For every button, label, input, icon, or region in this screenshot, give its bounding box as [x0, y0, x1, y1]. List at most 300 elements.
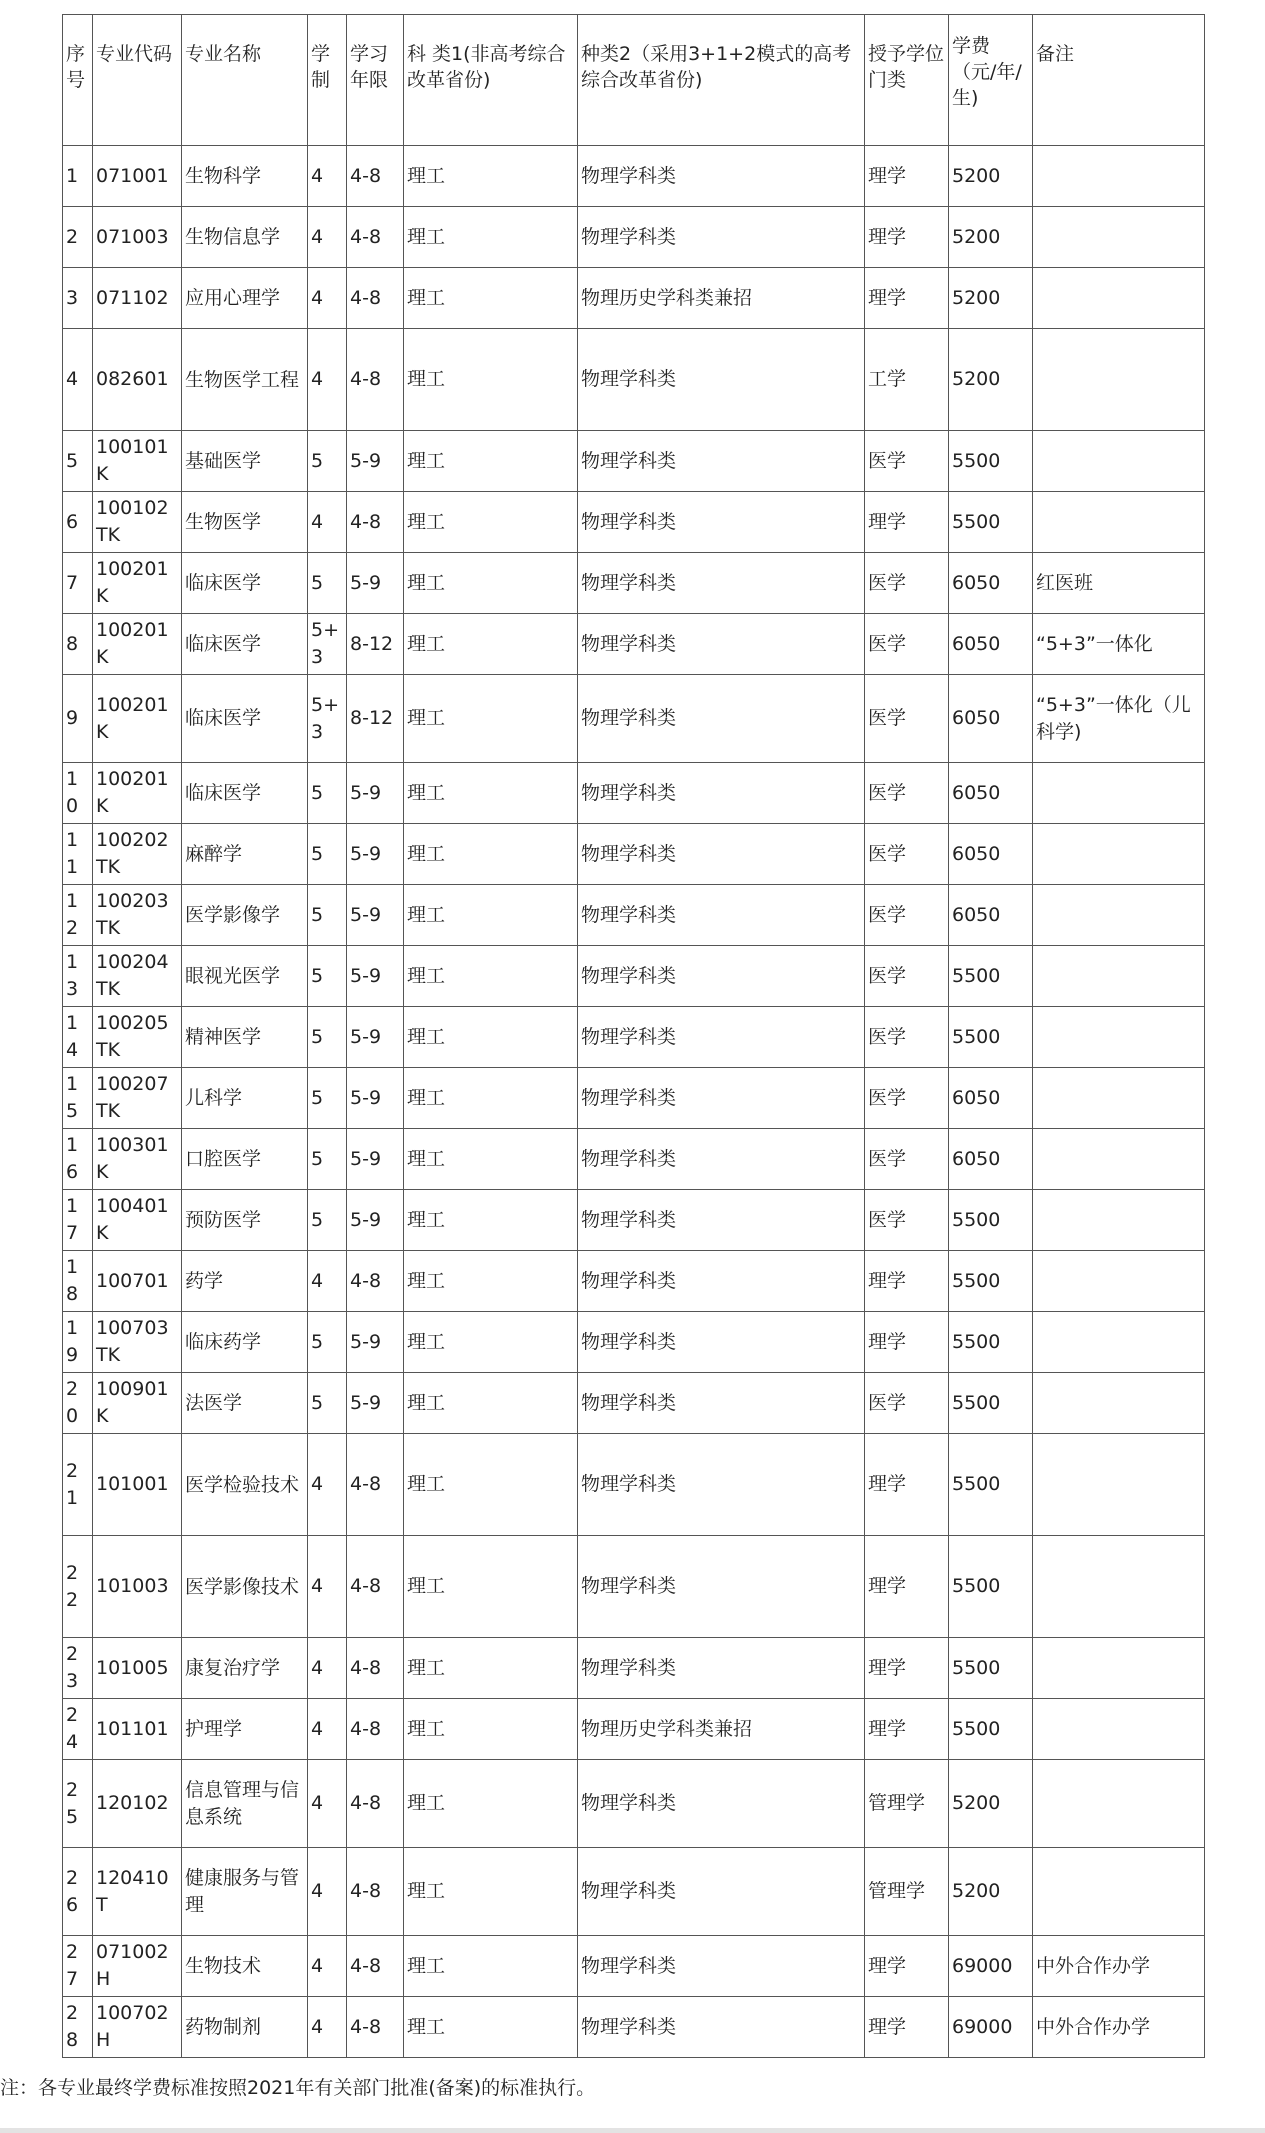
cell-index: 21 — [63, 1434, 93, 1536]
cell-index: 22 — [63, 1536, 93, 1638]
cell-cat1: 理工 — [404, 492, 578, 553]
cell-system: 5 — [308, 1312, 347, 1373]
cell-code: 100201K — [93, 553, 182, 614]
cell-remark: “5+3”一体化 — [1033, 614, 1205, 675]
cell-remark — [1033, 1760, 1205, 1848]
cell-years: 8-12 — [347, 614, 404, 675]
cell-remark — [1033, 146, 1205, 207]
cell-years: 4-8 — [347, 329, 404, 431]
cell-index: 3 — [63, 268, 93, 329]
cell-years: 5-9 — [347, 553, 404, 614]
table-row — [63, 431, 1205, 492]
cell-degree: 理学 — [865, 146, 949, 207]
table-row — [63, 1251, 1205, 1312]
cell-name: 临床医学 — [182, 614, 308, 675]
cell-fee: 5200 — [949, 1760, 1033, 1848]
cell-cat2: 物理学科类 — [578, 146, 865, 207]
cell-remark: 中外合作办学 — [1033, 1997, 1205, 2058]
cell-degree: 医学 — [865, 1373, 949, 1434]
table-row — [63, 1373, 1205, 1434]
cell-code: 101101 — [93, 1699, 182, 1760]
cell-code: 100102TK — [93, 492, 182, 553]
cell-index: 10 — [63, 763, 93, 824]
cell-remark — [1033, 1373, 1205, 1434]
cell-remark — [1033, 1638, 1205, 1699]
cell-remark — [1033, 1068, 1205, 1129]
table-row — [63, 885, 1205, 946]
cell-system: 4 — [308, 268, 347, 329]
cell-cat2: 物理学科类 — [578, 1997, 865, 2058]
header-name: 专业名称 — [182, 15, 308, 146]
cell-cat1: 理工 — [404, 329, 578, 431]
table-row — [63, 1007, 1205, 1068]
cell-index: 28 — [63, 1997, 93, 2058]
cell-system: 5 — [308, 553, 347, 614]
cell-name: 应用心理学 — [182, 268, 308, 329]
cell-code: 100201K — [93, 763, 182, 824]
cell-degree: 理学 — [865, 1434, 949, 1536]
cell-code: 100301K — [93, 1129, 182, 1190]
cell-cat2: 物理学科类 — [578, 1007, 865, 1068]
cell-degree: 医学 — [865, 1068, 949, 1129]
cell-code: 100203TK — [93, 885, 182, 946]
header-remark: 备注 — [1033, 15, 1205, 146]
cell-index: 15 — [63, 1068, 93, 1129]
cell-name: 药学 — [182, 1251, 308, 1312]
header-cat2: 种类2（采用3+1+2模式的高考综合改革省份) — [578, 15, 865, 146]
cell-system: 4 — [308, 1760, 347, 1848]
header-degree: 授予学位门类 — [865, 15, 949, 146]
cell-index: 23 — [63, 1638, 93, 1699]
cell-remark: “5+3”一体化（儿科学) — [1033, 675, 1205, 763]
cell-name: 临床医学 — [182, 675, 308, 763]
cell-cat1: 理工 — [404, 146, 578, 207]
cell-name: 口腔医学 — [182, 1129, 308, 1190]
table-row — [63, 1936, 1205, 1997]
cell-cat1: 理工 — [404, 1936, 578, 1997]
cell-system: 5 — [308, 1068, 347, 1129]
table-row — [63, 268, 1205, 329]
cell-cat2: 物理学科类 — [578, 553, 865, 614]
cell-code: 100701 — [93, 1251, 182, 1312]
cell-remark — [1033, 207, 1205, 268]
cell-system: 5 — [308, 885, 347, 946]
cell-remark — [1033, 1007, 1205, 1068]
table-row — [63, 207, 1205, 268]
cell-index: 20 — [63, 1373, 93, 1434]
cell-index: 4 — [63, 329, 93, 431]
header-fee: 学费（元/年/生) — [949, 15, 1033, 146]
cell-name: 医学影像技术 — [182, 1536, 308, 1638]
cell-index: 14 — [63, 1007, 93, 1068]
cell-degree: 理学 — [865, 1312, 949, 1373]
table-row — [63, 553, 1205, 614]
cell-years: 5-9 — [347, 1129, 404, 1190]
cell-index: 19 — [63, 1312, 93, 1373]
cell-degree: 理学 — [865, 268, 949, 329]
cell-code: 100101K — [93, 431, 182, 492]
cell-cat2: 物理学科类 — [578, 763, 865, 824]
table-row — [63, 946, 1205, 1007]
cell-name: 法医学 — [182, 1373, 308, 1434]
cell-cat2: 物理学科类 — [578, 1638, 865, 1699]
cell-cat2: 物理学科类 — [578, 946, 865, 1007]
cell-years: 4-8 — [347, 1434, 404, 1536]
cell-system: 5 — [308, 1373, 347, 1434]
cell-remark — [1033, 1699, 1205, 1760]
cell-cat1: 理工 — [404, 1699, 578, 1760]
cell-fee: 5500 — [949, 1190, 1033, 1251]
cell-years: 4-8 — [347, 1699, 404, 1760]
cell-cat2: 物理学科类 — [578, 207, 865, 268]
cell-code: 100201K — [93, 614, 182, 675]
cell-index: 1 — [63, 146, 93, 207]
cell-fee: 5500 — [949, 1312, 1033, 1373]
cell-code: 100207TK — [93, 1068, 182, 1129]
cell-remark — [1033, 268, 1205, 329]
cell-remark — [1033, 1251, 1205, 1312]
cell-system: 4 — [308, 329, 347, 431]
cell-cat1: 理工 — [404, 763, 578, 824]
table-row — [63, 614, 1205, 675]
cell-cat1: 理工 — [404, 1129, 578, 1190]
cell-cat2: 物理学科类 — [578, 1129, 865, 1190]
cell-cat2: 物理学科类 — [578, 492, 865, 553]
cell-degree: 医学 — [865, 1129, 949, 1190]
cell-name: 预防医学 — [182, 1190, 308, 1251]
cell-code: 100702H — [93, 1997, 182, 2058]
cell-degree: 理学 — [865, 1536, 949, 1638]
cell-index: 27 — [63, 1936, 93, 1997]
cell-cat1: 理工 — [404, 1373, 578, 1434]
cell-code: 101005 — [93, 1638, 182, 1699]
page-bottom-divider — [0, 2128, 1265, 2133]
cell-remark — [1033, 1536, 1205, 1638]
cell-name: 护理学 — [182, 1699, 308, 1760]
cell-cat2: 物理学科类 — [578, 1434, 865, 1536]
cell-degree: 医学 — [865, 1190, 949, 1251]
cell-degree: 理学 — [865, 1997, 949, 2058]
cell-system: 5 — [308, 431, 347, 492]
cell-years: 5-9 — [347, 1007, 404, 1068]
table-row — [63, 675, 1205, 763]
cell-code: 100901K — [93, 1373, 182, 1434]
cell-name: 康复治疗学 — [182, 1638, 308, 1699]
cell-name: 生物科学 — [182, 146, 308, 207]
cell-fee: 5500 — [949, 1251, 1033, 1312]
cell-fee: 5200 — [949, 268, 1033, 329]
cell-cat1: 理工 — [404, 1251, 578, 1312]
cell-cat1: 理工 — [404, 885, 578, 946]
table-row — [63, 492, 1205, 553]
cell-cat1: 理工 — [404, 553, 578, 614]
cell-code: 101003 — [93, 1536, 182, 1638]
cell-code: 101001 — [93, 1434, 182, 1536]
table-row — [63, 1997, 1205, 2058]
cell-remark — [1033, 1190, 1205, 1251]
cell-degree: 医学 — [865, 763, 949, 824]
table-row — [63, 1536, 1205, 1638]
cell-cat2: 物理学科类 — [578, 1936, 865, 1997]
cell-name: 医学影像学 — [182, 885, 308, 946]
cell-cat1: 理工 — [404, 1760, 578, 1848]
header-cat1: 科 类1(非高考综合改革省份) — [404, 15, 578, 146]
cell-system: 4 — [308, 1536, 347, 1638]
cell-remark — [1033, 763, 1205, 824]
cell-system: 4 — [308, 1251, 347, 1312]
cell-fee: 5500 — [949, 946, 1033, 1007]
cell-name: 信息管理与信息系统 — [182, 1760, 308, 1848]
cell-cat1: 理工 — [404, 1434, 578, 1536]
cell-code: 100703TK — [93, 1312, 182, 1373]
cell-years: 4-8 — [347, 1848, 404, 1936]
cell-cat2: 物理学科类 — [578, 1848, 865, 1936]
cell-system: 4 — [308, 1997, 347, 2058]
cell-cat1: 理工 — [404, 207, 578, 268]
table-row — [63, 146, 1205, 207]
cell-fee: 5200 — [949, 207, 1033, 268]
cell-years: 4-8 — [347, 1536, 404, 1638]
cell-cat2: 物理学科类 — [578, 885, 865, 946]
cell-system: 4 — [308, 492, 347, 553]
cell-index: 5 — [63, 431, 93, 492]
cell-fee: 6050 — [949, 614, 1033, 675]
cell-system: 4 — [308, 1848, 347, 1936]
cell-code: 071102 — [93, 268, 182, 329]
cell-code: 071001 — [93, 146, 182, 207]
cell-cat1: 理工 — [404, 1638, 578, 1699]
cell-system: 4 — [308, 1638, 347, 1699]
cell-cat2: 物理学科类 — [578, 614, 865, 675]
cell-code: 071003 — [93, 207, 182, 268]
cell-degree: 理学 — [865, 492, 949, 553]
table-header-row — [63, 15, 1205, 146]
cell-cat1: 理工 — [404, 1848, 578, 1936]
cell-years: 5-9 — [347, 946, 404, 1007]
cell-degree: 管理学 — [865, 1760, 949, 1848]
cell-name: 精神医学 — [182, 1007, 308, 1068]
table-row — [63, 763, 1205, 824]
cell-index: 6 — [63, 492, 93, 553]
cell-cat1: 理工 — [404, 946, 578, 1007]
cell-fee: 5200 — [949, 146, 1033, 207]
cell-cat2: 物理学科类 — [578, 824, 865, 885]
cell-name: 生物医学工程 — [182, 329, 308, 431]
cell-degree: 医学 — [865, 824, 949, 885]
cell-index: 24 — [63, 1699, 93, 1760]
cell-remark — [1033, 1848, 1205, 1936]
cell-degree: 理学 — [865, 1638, 949, 1699]
cell-fee: 5500 — [949, 492, 1033, 553]
cell-name: 儿科学 — [182, 1068, 308, 1129]
cell-years: 4-8 — [347, 1997, 404, 2058]
cell-index: 11 — [63, 824, 93, 885]
header-code: 专业代码 — [93, 15, 182, 146]
cell-years: 4-8 — [347, 1638, 404, 1699]
cell-remark — [1033, 1312, 1205, 1373]
cell-name: 生物信息学 — [182, 207, 308, 268]
cell-system: 4 — [308, 207, 347, 268]
cell-system: 5+3 — [308, 614, 347, 675]
cell-degree: 理学 — [865, 1251, 949, 1312]
cell-years: 5-9 — [347, 1068, 404, 1129]
cell-fee: 69000 — [949, 1997, 1033, 2058]
cell-code: 100204TK — [93, 946, 182, 1007]
cell-system: 5 — [308, 946, 347, 1007]
cell-code: 100401K — [93, 1190, 182, 1251]
cell-years: 4-8 — [347, 146, 404, 207]
table-row — [63, 1638, 1205, 1699]
table-row — [63, 1068, 1205, 1129]
cell-cat2: 物理历史学科类兼招 — [578, 1699, 865, 1760]
cell-cat1: 理工 — [404, 1997, 578, 2058]
cell-index: 9 — [63, 675, 93, 763]
cell-system: 4 — [308, 1434, 347, 1536]
cell-fee: 6050 — [949, 1129, 1033, 1190]
cell-name: 眼视光医学 — [182, 946, 308, 1007]
cell-cat1: 理工 — [404, 431, 578, 492]
cell-fee: 6050 — [949, 763, 1033, 824]
cell-remark — [1033, 946, 1205, 1007]
cell-code: 120102 — [93, 1760, 182, 1848]
cell-system: 5+3 — [308, 675, 347, 763]
cell-cat1: 理工 — [404, 1536, 578, 1638]
cell-years: 4-8 — [347, 1936, 404, 1997]
cell-fee: 5500 — [949, 1536, 1033, 1638]
cell-index: 25 — [63, 1760, 93, 1848]
cell-degree: 医学 — [865, 885, 949, 946]
cell-fee: 5500 — [949, 1007, 1033, 1068]
cell-system: 5 — [308, 824, 347, 885]
cell-degree: 医学 — [865, 946, 949, 1007]
cell-name: 健康服务与管理 — [182, 1848, 308, 1936]
cell-index: 7 — [63, 553, 93, 614]
cell-fee: 5200 — [949, 1848, 1033, 1936]
cell-fee: 5500 — [949, 1699, 1033, 1760]
cell-name: 临床医学 — [182, 553, 308, 614]
cell-degree: 理学 — [865, 1936, 949, 1997]
cell-degree: 医学 — [865, 1007, 949, 1068]
cell-cat2: 物理学科类 — [578, 1312, 865, 1373]
cell-name: 医学检验技术 — [182, 1434, 308, 1536]
cell-system: 5 — [308, 1190, 347, 1251]
cell-cat2: 物理学科类 — [578, 1068, 865, 1129]
cell-years: 4-8 — [347, 492, 404, 553]
header-index: 序号 — [63, 15, 93, 146]
cell-cat1: 理工 — [404, 1068, 578, 1129]
cell-system: 5 — [308, 763, 347, 824]
cell-years: 5-9 — [347, 1312, 404, 1373]
table-row — [63, 1699, 1205, 1760]
cell-cat2: 物理学科类 — [578, 1536, 865, 1638]
cell-cat1: 理工 — [404, 268, 578, 329]
header-system: 学制 — [308, 15, 347, 146]
cell-remark: 中外合作办学 — [1033, 1936, 1205, 1997]
cell-system: 4 — [308, 1936, 347, 1997]
cell-cat1: 理工 — [404, 1312, 578, 1373]
cell-code: 100202TK — [93, 824, 182, 885]
cell-index: 26 — [63, 1848, 93, 1936]
majors-table — [62, 14, 1205, 2058]
cell-name: 临床药学 — [182, 1312, 308, 1373]
cell-years: 8-12 — [347, 675, 404, 763]
cell-cat2: 物理学科类 — [578, 1251, 865, 1312]
cell-index: 13 — [63, 946, 93, 1007]
cell-fee: 6050 — [949, 1068, 1033, 1129]
cell-index: 8 — [63, 614, 93, 675]
cell-cat1: 理工 — [404, 824, 578, 885]
cell-cat2: 物理历史学科类兼招 — [578, 268, 865, 329]
cell-fee: 5500 — [949, 1638, 1033, 1699]
cell-fee: 69000 — [949, 1936, 1033, 1997]
table-row — [63, 329, 1205, 431]
cell-cat1: 理工 — [404, 675, 578, 763]
cell-system: 5 — [308, 1007, 347, 1068]
cell-cat2: 物理学科类 — [578, 1760, 865, 1848]
cell-system: 4 — [308, 146, 347, 207]
cell-cat1: 理工 — [404, 1007, 578, 1068]
cell-fee: 6050 — [949, 885, 1033, 946]
table-row — [63, 1190, 1205, 1251]
table-body — [63, 15, 1205, 2058]
table-row — [63, 824, 1205, 885]
cell-remark — [1033, 431, 1205, 492]
cell-fee: 5200 — [949, 329, 1033, 431]
cell-remark — [1033, 329, 1205, 431]
cell-code: 082601 — [93, 329, 182, 431]
cell-fee: 5500 — [949, 1434, 1033, 1536]
cell-index: 16 — [63, 1129, 93, 1190]
cell-name: 生物技术 — [182, 1936, 308, 1997]
table-row — [63, 1312, 1205, 1373]
cell-years: 4-8 — [347, 268, 404, 329]
cell-years: 4-8 — [347, 1760, 404, 1848]
cell-code: 071002H — [93, 1936, 182, 1997]
cell-years: 4-8 — [347, 1251, 404, 1312]
cell-degree: 医学 — [865, 431, 949, 492]
cell-fee: 5500 — [949, 1373, 1033, 1434]
cell-cat1: 理工 — [404, 1190, 578, 1251]
cell-system: 5 — [308, 1129, 347, 1190]
cell-degree: 工学 — [865, 329, 949, 431]
cell-code: 100205TK — [93, 1007, 182, 1068]
table-row — [63, 1760, 1205, 1848]
cell-degree: 医学 — [865, 675, 949, 763]
cell-name: 生物医学 — [182, 492, 308, 553]
cell-fee: 6050 — [949, 553, 1033, 614]
cell-remark — [1033, 824, 1205, 885]
cell-fee: 5500 — [949, 431, 1033, 492]
cell-index: 2 — [63, 207, 93, 268]
cell-cat2: 物理学科类 — [578, 1190, 865, 1251]
table-row — [63, 1434, 1205, 1536]
cell-years: 4-8 — [347, 207, 404, 268]
cell-remark — [1033, 1129, 1205, 1190]
table-row — [63, 1848, 1205, 1936]
cell-degree: 管理学 — [865, 1848, 949, 1936]
cell-index: 17 — [63, 1190, 93, 1251]
cell-index: 18 — [63, 1251, 93, 1312]
cell-cat2: 物理学科类 — [578, 431, 865, 492]
cell-system: 4 — [308, 1699, 347, 1760]
cell-degree: 理学 — [865, 207, 949, 268]
cell-fee: 6050 — [949, 675, 1033, 763]
cell-degree: 理学 — [865, 1699, 949, 1760]
cell-cat2: 物理学科类 — [578, 1373, 865, 1434]
cell-cat1: 理工 — [404, 614, 578, 675]
cell-remark: 红医班 — [1033, 553, 1205, 614]
fee-footnote: 注：各专业最终学费标准按照2021年有关部门批准(备案)的标准执行。 — [0, 2077, 596, 2099]
